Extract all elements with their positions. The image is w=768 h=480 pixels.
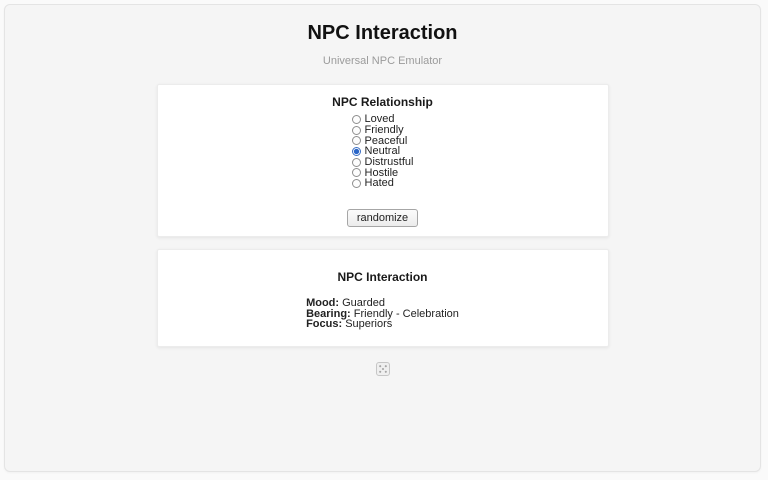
radio-selected-icon[interactable] xyxy=(352,147,361,156)
field-label: Mood: xyxy=(306,296,343,309)
radio-label: Friendly xyxy=(364,124,404,137)
interaction-heading: NPC Interaction xyxy=(337,269,428,284)
field-value: Friendly - Celebration xyxy=(353,307,459,320)
radio-label: Hostile xyxy=(364,166,399,179)
dice-icon[interactable] xyxy=(375,361,391,377)
interaction-fields xyxy=(306,298,459,330)
radio-label: Loved xyxy=(364,113,395,126)
radio-label: Distrustful xyxy=(364,156,414,169)
radio-label: Neutral xyxy=(364,145,401,158)
relationship-heading: NPC Relationship xyxy=(332,95,433,109)
radio-icon[interactable] xyxy=(352,126,361,135)
field-value: Guarded xyxy=(342,296,385,309)
radio-icon[interactable] xyxy=(352,179,361,188)
page-title: NPC Interaction xyxy=(307,22,458,44)
randomize-button-row xyxy=(158,208,608,227)
app-container xyxy=(4,4,761,472)
page-subtitle: Universal NPC Emulator xyxy=(322,55,443,67)
relationship-options xyxy=(352,114,414,189)
randomize-button[interactable]: randomize xyxy=(347,209,418,227)
interaction-card xyxy=(157,249,609,347)
interaction-field-focus xyxy=(306,319,459,330)
radio-icon[interactable] xyxy=(352,168,361,177)
radio-icon[interactable] xyxy=(352,136,361,145)
field-label: Bearing: xyxy=(306,307,354,320)
dice-row xyxy=(5,361,760,382)
field-value: Superiors xyxy=(345,318,393,331)
radio-icon[interactable] xyxy=(352,158,361,167)
radio-icon[interactable] xyxy=(352,115,361,124)
relationship-card xyxy=(157,84,609,237)
radio-label: Hated xyxy=(364,177,394,190)
field-label: Focus: xyxy=(306,318,346,331)
radio-label: Peaceful xyxy=(364,134,408,147)
relationship-option-hated[interactable] xyxy=(352,178,414,189)
